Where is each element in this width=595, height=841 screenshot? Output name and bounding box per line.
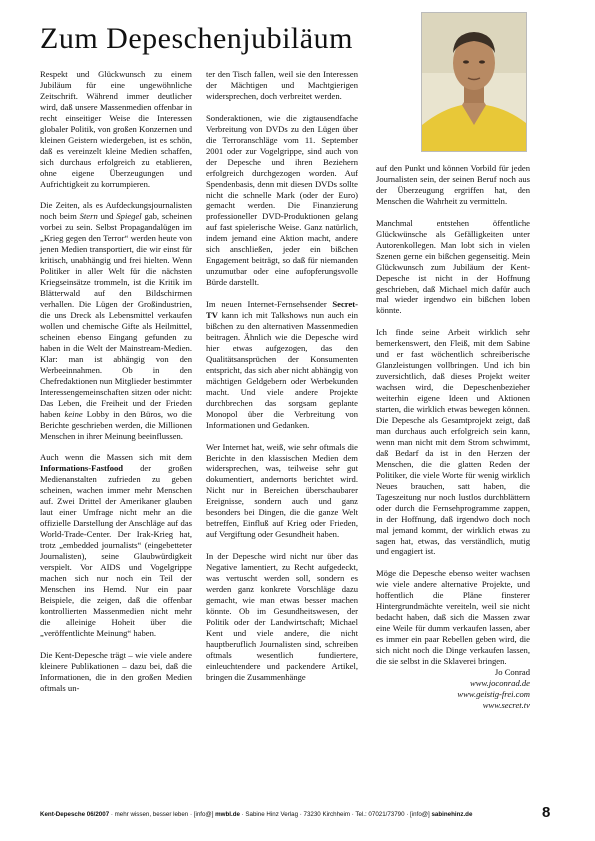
paragraph: Ich finde seine Arbeit wirklich sehr bemerkenswert, den Fleiß, mit dem Sabine und er fast wöchentlich schreiberische Glanzleistungen vollbringen. Und ich bin zuversichtlich, daß dieses Projekt weiter wachsen wird, die Depeschenbezieher weiterhin eigene Ideen und Aktionen starten, die wirklich etwas bewegen können. Die Depesche als Gesamtprojekt zeigt, daß man durchaus auch erfolgreich sein kann, wenn man nicht mit dem Strom schwimmt, daß Bedarf da ist in den Herzen der Menschen, die die glatten Reden der Politiker, die viele Worte für wenig wirklich Neues brauchen, satt haben, die Tageszeitung nur noch lustlos durchblättern oder durch die Fernsehprogramme zappen, in der Hoffnung, daß irgendwo doch noch mal jemand kommt, der wirklich etwas zu sagen hat, etwas, das verständlich, mutig und engagiert ist. [376, 327, 530, 557]
paragraph: Möge die Depesche ebenso weiter wachsen wie viele andere alternative Projekte, und hoffentlich die Pläne finsterer Hintergrundmächte vereiteln, weil sie nicht bedacht haben, daß sich die Massen zwar eine Weile für dumm verkaufen lassen, aber es immer ein paar Rebellen geben wird, die sich nicht noch die Dinge verkaufen lassen, die sie selbst in die Sklaverei bringen. [376, 568, 530, 667]
column-1 [40, 69, 192, 704]
paragraph: Im neuen Internet-Fernsehsender Secret-TV kann ich mit Talkshows nun auch ein bißchen zu den alternativen Massenmedien beitragen. Ähnlich wie die Depesche wird hier etwas aufgezogen, das den Qualitätsansprüchen der Konsumenten entspricht, das sich aber nicht abhängig von mächtigen Geldgebern oder Werbekunden macht. Und viele andere Projekte durchbrechen das sorgsam geplante Monopol über die Verbreitung von Informationen und Gedanken. [206, 299, 358, 430]
paragraph: Die Zeiten, als es Aufdeckungsjournalisten noch beim Stern und Spiegel gab, scheinen vorbei zu sein. Selbst Propagandalügen im „Krieg gegen den Terror“ werden heute von jenen Medien transportiert, die wir einst für kritisch, unabhängig und frei hielten. Wenn Politiker in aller Welt für die nächsten Kriegseinsätze trommeln, ist die Kritik im Blätterwald auf den Bildschirmen verhallen. Die Lügen der Großindustrien, die uns Dreck als Lebensmittel verkaufen wollen und chemische Gifte als Heilmittel, scheinen ebenso Eingang gefunden zu haben in die Welt der Mainstream-Medien. Klar: man ist abhängig von den Werbeeinnahmen. Ob in den Chefredaktionen nun Mitglieder bestimmter Interessengemeinschaften sitzen oder nicht: Das Leben, die Freiheit und der Frieden haben keine Lobby in den Büros, wo die Berichte geschrieben werden, die Millionen Menschen in ihrer Meinung beeinflussen. [40, 200, 192, 441]
signature [376, 667, 530, 711]
column-2 [206, 69, 358, 694]
paragraph: Wer Internet hat, weiß, wie sehr oftmals die Berichte in den klassischen Medien dem widersprechen, was, teilweise sehr gut dokumentiert, andernorts berichtet wird. Nicht nur in Bereichen überschaubarer Ereignisse, sondern auch und ganz besonders bei Dingen, die die ganze Welt betreffen, Einfluß auf Krieg oder Frieden, auf Vergiftung oder Gesundheit haben. [206, 441, 358, 540]
page-title: Zum Depeschenjubiläum [40, 22, 353, 55]
column-3 [376, 163, 530, 722]
author-link[interactable]: www.joconrad.de [470, 677, 530, 688]
author-photo [421, 12, 527, 152]
paragraph: In der Depesche wird nicht nur über das Negative lamentiert, zu Recht aufgedeckt, was vertuscht werden soll, sondern es werden ganz konkrete Vorschläge dazu gemacht, wie man etwas besser machen könnte. Ob im Gesundheitswesen, der Politik oder der Landwirtschaft; Michael Kent und viele andere, die nicht hauptberuflich Journalisten sind, schreiben oftmals wesentlich fundiertere, einleuchtendere und packendere Artikel, bringen die Zusammenhänge [206, 551, 358, 682]
paragraph: Manchmal entstehen öffentliche Glückwünsche als Gefälligkeiten unter Autorenkollegen. Man lobt sich in vielen Szenen gerne ein bißchen gegenseitig. Mein Glückwunsch zum Jubiläum der Kent-Depesche ist nicht in der Hoffnung geschrieben, daß Michael mich dafür auch mal wieder irgendwo ein bißchen loben könnte. [376, 217, 530, 316]
author-link[interactable]: www.geistig-frei.com [457, 688, 530, 699]
author-link[interactable]: www.secret.tv [482, 699, 530, 710]
paragraph: Auch wenn die Massen sich mit dem Informations-Fastfood der großen Medienanstalten zufrieden zu geben scheinen, wachen immer mehr Menschen auf. Zwei Drittel der Amerikaner glauben laut einer Umfrage nicht mehr an die offizielle Darstellung der Anschläge auf das World-Trade-Center. Der Irak-Krieg hat, trotz „embedded journalists“ (eingebetteter Journalisten), seine Glaubwürdigkeit verspielt. Vor AIDS und Vogelgrippe machen sich nur noch ein Teil der Menschen ins Hemd. Nur ein paar Beispiele, die zeigen, daß die offenbar kontrollierten Massenmedien nicht mehr die alleinige Hoheit über die „veröffentlichte Meinung“ haben. [40, 452, 192, 638]
author-name: Jo Conrad [494, 666, 530, 677]
paragraph: Die Kent-Depesche trägt – wie viele andere kleinere Publikationen – dazu bei, daß die Informationen, die in den großen Medien oftmals un- [40, 649, 192, 693]
page-number: 8 [542, 804, 551, 821]
paragraph: auf den Punkt und können Vorbild für jeden Journalisten sein, der seinen Beruf noch aus der Überzeugung ergriffen hat, den Menschen die Wahrheit zu vermitteln. [376, 163, 530, 206]
paragraph: Respekt und Glückwunsch zu einem Jubiläum für eine ungewöhnliche Zeitschrift. Während immer deutlicher wird, daß unsere Massenmedien offenbar in recht einseitiger Weise die Interessen globaler Politik, von großen Konzernen und kleinen Geistern wiedergeben, ist es schön, daß es vereinzelt kleine Medien schaffen, sich durchaus erfolgreich zu etablieren, ohne eigene Überzeugungen und Aufrichtigkeit zu korrumpieren. [40, 69, 192, 189]
page-footer: Kent-Depesche 06/2007 · mehr wissen, besser leben · [info@] mwbl.de · Sabine Hinz Verlag · 73230 Kirchheim · Tel.: 07021/73790 · [info@] sabinehinz.de [40, 811, 473, 818]
paragraph: Sonderaktionen, wie die zigtausendfache Verbreitung von DVDs zu den Lügen über die Terroranschläge vom 11. September 2001 oder zur Vogelgrippe, sind auch von der Depesche und ihren Beziehern erfolgreich durchgezogen worden. Auf Spendenbasis, denn mit diesen DVDs sollte nicht die schnelle Mark (oder der Euro) gemacht werden. Die Finanzierung professioneller DVD-Produktionen gelang auf fast spielerische Weise. Ganz natürlich, indem jemand eine Aktion macht, andere sich anschließen, jeder ein bißchen Engagement beiträgt, so daß für niemanden unzumutbar oder eine aufopferungsvolle Bürde darstellt. [206, 112, 358, 288]
paragraph: ter den Tisch fallen, weil sie den Interessen der Mächtigen und Machtgierigen widersprechen, doch verbreitet werden. [206, 69, 358, 101]
